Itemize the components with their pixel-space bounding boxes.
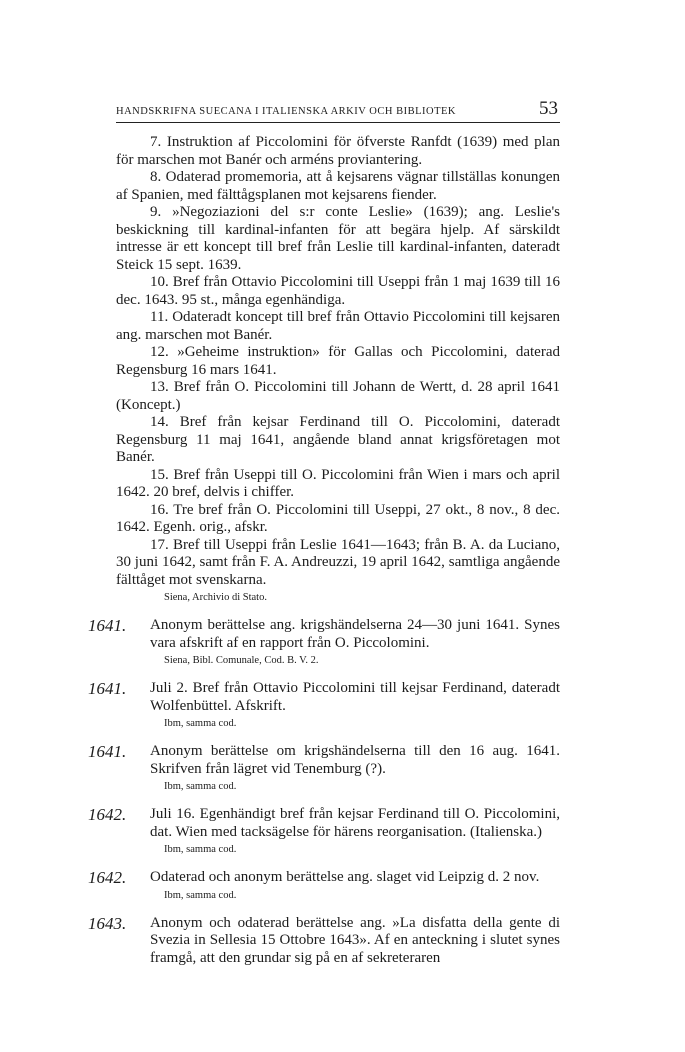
dated-entry [88, 805, 560, 857]
source-citation: Siena, Archivio di Stato. [164, 592, 267, 603]
paragraph-item-10: 10. Bref från Ottavio Piccolomini till Useppi från 1 maj 1639 till 16 dec. 1643. 95 st., många egenhändiga. [116, 274, 560, 308]
entry-year: 1643. [88, 913, 127, 933]
entry-year: 1642. [88, 868, 127, 887]
entry-year: 1642. [88, 805, 127, 824]
dated-entry [88, 868, 560, 903]
dated-entry [88, 913, 560, 968]
entry-text: Odaterad och anonym berättelse ang. slaget vid Leipzig d. 2 nov. [150, 869, 540, 885]
paragraph-item-16: 16. Tre bref från O. Piccolomini till Useppi, 27 okt., 8 nov., 8 dec. 1642. Egenh. orig., afskr. [116, 501, 560, 535]
entry-year: 1641. [88, 616, 127, 635]
entry-text: Anonym berättelse ang. krigshändelserna 24—30 juni 1641. Synes vara afskrift af en rapport från O. Piccolomini. [150, 617, 560, 651]
paragraph-item-7: 7. Instruktion af Piccolomini för öfverste Ranfdt (1639) med plan för marschen mot Banér och arméns proviantering. [116, 134, 560, 168]
paragraph-item-9: 9. »Negoziazioni del s:r conte Leslie» (1639); ang. Leslie's beskickning till kardinal-infanten för att begära hjelp. Af särskildt intresse är ett koncept till bref från Leslie till kardinal-infanten, dateradt Steick 15 sept. 1639. [116, 204, 560, 273]
entry-source: Ibm, samma cod. [164, 781, 237, 792]
paragraph-item-12: 12. »Geheime instruktion» för Gallas och Piccolomini, daterad Regensburg 16 mars 1641. [116, 344, 560, 378]
header-rule [116, 122, 560, 123]
entry-source: Ibm, samma cod. [164, 844, 237, 855]
dated-entry [88, 742, 560, 794]
entry-text: Juli 16. Egenhändigt bref från kejsar Ferdinand till O. Piccolomini, dat. Wien med tacksägelse för härens reorganisation. (Italienska.) [150, 806, 560, 840]
entry-text: Juli 2. Bref från Ottavio Piccolomini till kejsar Ferdinand, dateradt Wolfenbüttel. Afskrift. [150, 680, 560, 714]
entry-year: 1641. [88, 742, 127, 761]
running-title: HANDSKRIFNA SUECANA I ITALIENSKA ARKIV OCH BIBLIOTEK [116, 106, 456, 117]
paragraph-item-15: 15. Bref från Useppi till O. Piccolomini från Wien i mars och april 1642. 20 bref, delvis i chiffer. [116, 466, 560, 500]
paragraph-item-8: 8. Odaterad promemoria, att å kejsarens vägnar tillställas konungen af Spanien, med fälttågsplanen mot kejsarens fiender. [116, 169, 560, 203]
page-header [116, 100, 560, 124]
paragraph-item-11: 11. Odateradt koncept till bref från Ottavio Piccolomini till kejsaren ang. marschen mot Banér. [116, 309, 560, 343]
paragraph-item-13: 13. Bref från O. Piccolomini till Johann de Wertt, d. 28 april 1641 (Koncept.) [116, 379, 560, 413]
entry-source: Ibm, samma cod. [164, 889, 237, 901]
entry-year: 1641. [88, 679, 127, 698]
page-number: 53 [539, 98, 558, 119]
entry-source: Siena, Bibl. Comunale, Cod. B. V. 2. [164, 655, 319, 666]
page-body [88, 134, 560, 967]
dated-entry [88, 616, 560, 668]
paragraph-item-14: 14. Bref från kejsar Ferdinand till O. Piccolomini, dateradt Regensburg 11 maj 1641, angående bland annat krigsföretagen mot Banér. [116, 414, 560, 465]
dated-entry [88, 679, 560, 731]
entry-text: Anonym och odaterad berättelse ang. »La disfatta della gente di Svezia in Sellesia 15 Ottobre 1643». Af en anteckning i slutet synes framgå, att den grundar sig på en af sekreteraren [150, 914, 560, 966]
entry-source: Ibm, samma cod. [164, 718, 237, 729]
paragraph-item-17: 17. Bref till Useppi från Leslie 1641—1643; från B. A. da Luciano, 30 juni 1642, samt från F. A. Andreuzzi, 19 april 1642, samtliga angående fälttåget mot svenskarna. [116, 536, 560, 588]
entry-text: Anonym berättelse om krigshändelserna till den 16 aug. 1641. Skrifven från lägret vid Tenemburg (?). [150, 743, 560, 777]
